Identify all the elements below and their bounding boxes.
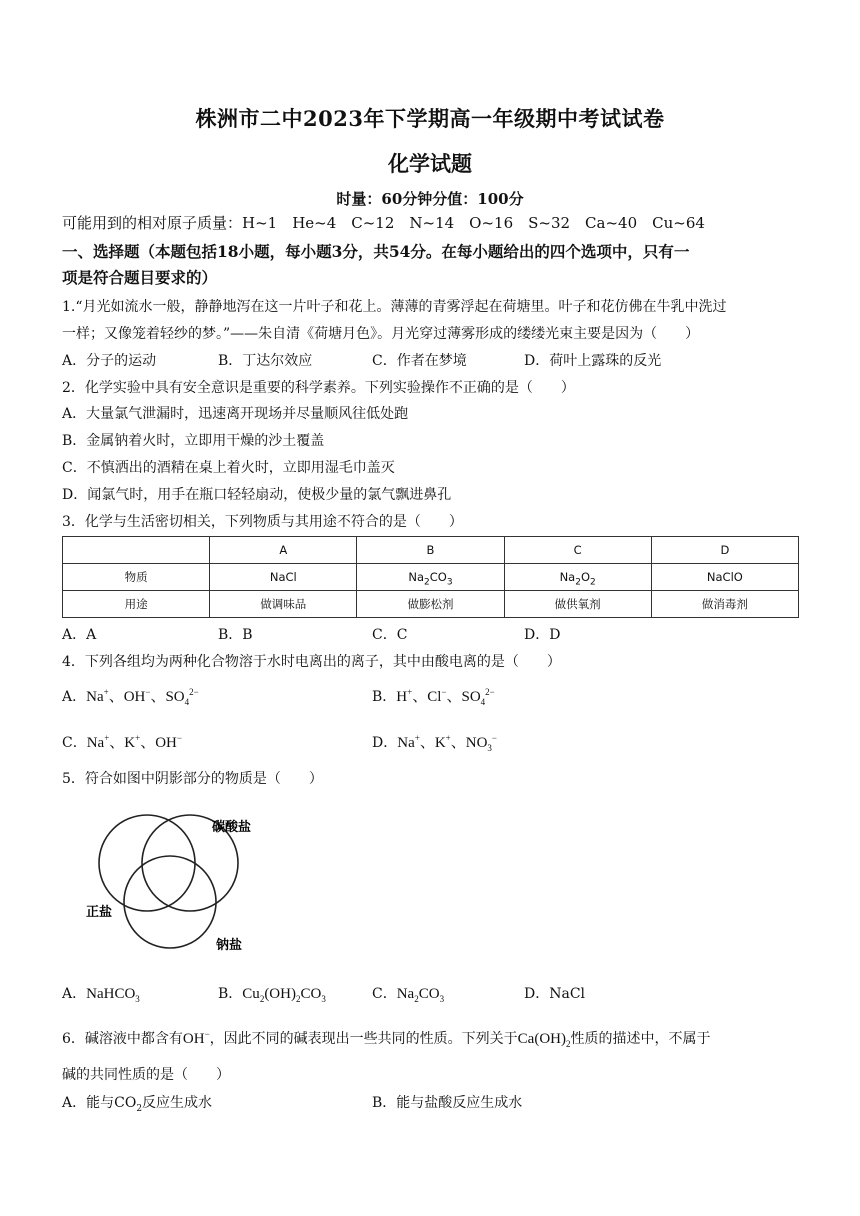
q2-option-c: C．不慎洒出的酒精在桌上着火时，立即用湿毛巾盖灭 (62, 460, 395, 476)
table-cell: D (651, 537, 798, 564)
q4-option-d: D．Na+、K+、$NO_3^-$ (372, 733, 497, 753)
table-cell: 做消毒剂 (651, 591, 798, 618)
table-cell: C (504, 537, 651, 564)
table-row (63, 564, 799, 591)
table-row (63, 537, 799, 564)
table-cell: 做供氧剂 (504, 591, 651, 618)
q1-stem-line2: 一样；又像笼着轻纱的梦。”——朱自清《荷塘月色》。月光穿过薄雾形成的缕缕光束主要是因为（ ） (62, 326, 700, 342)
q6-option-a: A．能与$CO_2$反应生成水 (62, 1095, 213, 1114)
venn-circle-bottom (124, 856, 216, 948)
q1-option-c: C．作者在梦境 (372, 353, 467, 369)
q5-option-b: B．$Cu_2(OH)_2CO_3$ (218, 986, 326, 1004)
section-heading-line2: 项是符合题目要求的） (62, 268, 218, 287)
table-cell: 做膨松剂 (357, 591, 504, 618)
q5-stem: 5．符合如图中阴影部分的物质是（ ） (62, 771, 323, 787)
q4-option-a: A．Na+、OH−、$SO_4^{2-}$ (62, 687, 199, 707)
table-cell: $Na_2O_2$ (504, 564, 651, 591)
table-cell: 做调味品 (210, 591, 357, 618)
q3-table (62, 536, 799, 618)
q4-option-c: C．Na+、K+、OH− (62, 733, 182, 751)
q3-option-a: A．A (62, 627, 97, 643)
table-cell: B (357, 537, 504, 564)
q1-option-d: D．荷叶上露珠的反光 (524, 353, 662, 369)
table-cell: NaCl (210, 564, 357, 591)
venn-diagram (82, 805, 282, 975)
q3-option-b: B．B (218, 627, 253, 643)
q6-stem-line1: 6．碱溶液中都含有OH−，因此不同的碱表现出一些共同的性质。下列关于$Ca(OH)_2$性质的描述中，不属于 (62, 1029, 711, 1049)
subject-title: 化学试题 (388, 151, 472, 176)
q4-stem: 4．下列各组均为两种化合物溶于水时电离出的离子，其中由酸电离的是（ ） (62, 654, 561, 670)
q3-option-c: C．C (372, 627, 408, 643)
atomic-masses: 可能用到的相对原子质量：H~1 He~4 C~12 N~14 O~16 S~32 Ca~40 Cu~64 (62, 214, 705, 232)
q1-stem-line1: 1.“月光如流水一般，静静地泻在这一片叶子和花上。薄薄的青雾浮起在荷塘里。叶子和花仿佛在牛乳中洗过 (62, 299, 727, 315)
q2-option-d: D．闻氯气时，用手在瓶口轻轻扇动，使极少量的氯气飘进鼻孔 (62, 487, 452, 503)
q5-option-a: A．NaHCO$_3$ (62, 986, 140, 1004)
q2-option-b: B．金属钠着火时，立即用干燥的沙土覆盖 (62, 433, 325, 449)
q3-option-d: D．D (524, 627, 561, 643)
table-cell: A (210, 537, 357, 564)
table-cell: NaClO (651, 564, 798, 591)
exam-title: 株洲市二中2023年下学期高一年级期中考试试卷 (195, 106, 665, 131)
section-heading-line1: 一、选择题（本题包括18小题，每小题3分，共54分。在每小题给出的四个选项中，只有一 (62, 242, 690, 261)
table-row (63, 591, 799, 618)
table-cell: $Na_2CO_3$ (357, 564, 504, 591)
venn-label-sodium-salt: 钠盐 (216, 938, 243, 953)
time-score: 时量：60分钟分值：100分 (336, 190, 524, 208)
venn-label-carbonate: 碳酸盐 (212, 820, 252, 835)
q6-option-b: B．能与盐酸反应生成水 (372, 1095, 523, 1111)
table-cell: 物质 (63, 564, 210, 591)
q4-option-b: B．H+、Cl−、$SO_4^{2-}$ (372, 687, 495, 707)
q1-option-a: A．分子的运动 (62, 353, 157, 369)
table-cell: 用途 (63, 591, 210, 618)
q5-option-c: C．$Na_2CO_3$ (372, 986, 445, 1004)
venn-label-normal-salt: 正盐 (86, 905, 113, 920)
q2-stem: 2．化学实验中具有安全意识是重要的科学素养。下列实验操作不正确的是（ ） (62, 380, 575, 396)
q2-option-a: A．大量氯气泄漏时，迅速离开现场并尽量顺风往低处跑 (62, 406, 409, 422)
table-cell (63, 537, 210, 564)
q6-stem-line2: 碱的共同性质的是（ ） (62, 1067, 230, 1083)
q1-option-b: B．丁达尔效应 (218, 353, 313, 369)
q5-option-d: D．NaCl (524, 986, 586, 1002)
q3-stem: 3．化学与生活密切相关，下列物质与其用途不符合的是（ ） (62, 514, 463, 530)
